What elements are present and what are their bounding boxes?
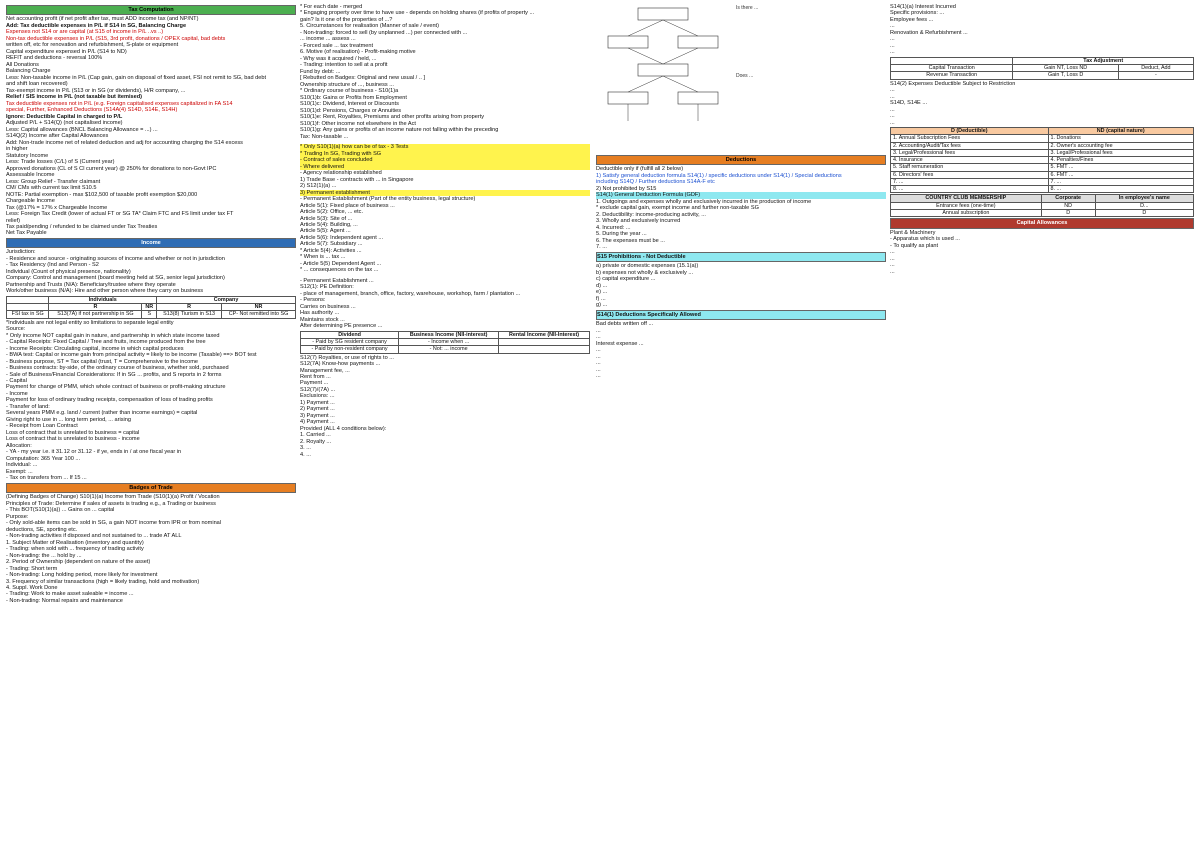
- text-line: special, Further, Enhanced Deductions (S14A(4) S14D, S14E, S14H): [6, 107, 178, 114]
- d-cell: 3. Legal/Professional fees: [891, 149, 1049, 156]
- d-cell: 5. Staff remuneration: [891, 164, 1049, 171]
- column-allowances: [890, 4, 1194, 844]
- text-line: Interest expense ...: [596, 340, 644, 347]
- text-line: S14(1)(a) Interest Incurred: [890, 4, 956, 10]
- text-line: - Tax on transfers from ... If 15 ...: [6, 475, 87, 482]
- text-line: e) ...: [596, 289, 608, 296]
- text-line: - Non-trading: Long holding period, more likely for investment: [6, 572, 158, 579]
- text-line: * For each date - merged: [300, 4, 363, 10]
- text-line: ...: [596, 373, 601, 380]
- territorial-tests-lines: [300, 144, 590, 274]
- dividend-cell: - Income when ...: [399, 339, 499, 346]
- text-line: gain? Is it one of the properties of ...?: [300, 16, 393, 23]
- text-line: Partnership and Trusts (N/A): Beneficiary/trustee where they operate: [6, 281, 176, 288]
- text-line: ...: [890, 249, 895, 256]
- text-line: ...: [890, 23, 895, 30]
- text-line: Tax (@17% = 17% x Chargeable Income: [6, 204, 108, 211]
- text-line: * Engaging property over time to have use - depends on holding shares (if profits of property ...: [300, 10, 535, 17]
- royalty-lines: [300, 355, 590, 459]
- restriction-lines: [890, 81, 1194, 126]
- d-cell: 7. ...: [1048, 178, 1193, 185]
- text-line: Rent from ...: [300, 373, 331, 380]
- residency-col: NR: [142, 304, 157, 311]
- badges-of-trade-header: Badges of Trade: [6, 483, 296, 493]
- text-line: Bad debts written off ...: [596, 321, 654, 328]
- text-line: S14Q(2) Income after Capital Allowances: [6, 133, 109, 140]
- cc-cell: Entrance fees (one-time): [891, 202, 1042, 209]
- cc-cell: ND: [1041, 202, 1095, 209]
- tax-adjustment-table: [890, 57, 1194, 80]
- text-line: written off, etc for renovation and refurbishment, S-plate or equipment: [6, 42, 179, 49]
- text-line: 4) Payment ...: [300, 419, 335, 426]
- adj-cell: Capital Transaction: [891, 65, 1013, 72]
- text-line: relief): [6, 217, 20, 224]
- text-line: Net Tax Payable: [6, 230, 47, 237]
- text-line: - Article 5(5) Dependent Agent ...: [300, 260, 382, 267]
- text-line: S12(7) Royalties, or use of rights to ...: [300, 354, 394, 361]
- adj-cell: Deduct, Add: [1118, 65, 1193, 72]
- country-club-table: [890, 194, 1194, 217]
- text-line: Carries on business ...: [300, 303, 356, 310]
- text-line: * Trading In SG, Trading with SG: [300, 151, 590, 157]
- text-line: Statutory Income: [6, 152, 49, 159]
- column-sources: [300, 4, 590, 844]
- text-line: Assessable Income: [6, 172, 55, 179]
- dividend-cell: [499, 346, 590, 353]
- text-line: g) ...: [596, 302, 608, 309]
- text-line: Relief / SIS income in P/L (not taxable but itemised): [6, 94, 143, 101]
- text-line: 3) Payment ...: [300, 412, 335, 419]
- dividend-table: [300, 331, 590, 354]
- text-line: - Apparatus which is used ...: [890, 236, 960, 243]
- adj-cell: Gain T, Loss D: [1013, 72, 1118, 79]
- text-line: - YA - my year i.e. it 31.12 or 31.12 - if ye, ends in / at one fiscal year in: [6, 449, 182, 456]
- text-line: in higher: [6, 146, 28, 153]
- residency-col: NR: [222, 304, 296, 311]
- text-line: - Agency relationship established: [300, 170, 382, 177]
- text-line: CM/ CMs with current tax limit S10.5: [6, 185, 97, 192]
- text-line: Article 5(4): Building, ...: [300, 221, 358, 228]
- text-line: Renovation & Refurbishment ...: [890, 29, 968, 36]
- text-line: Article 5(7): Subsidiary ...: [300, 241, 363, 248]
- text-line: - Contract of sales concluded: [300, 157, 590, 163]
- residency-table-corner: [7, 296, 49, 303]
- text-line: 2) S12(1)(a) ...: [300, 183, 337, 190]
- text-line: Maintains stock ...: [300, 316, 345, 323]
- d-cell: 7. ...: [891, 178, 1049, 185]
- text-line: f) ...: [596, 295, 606, 302]
- text-line: - Capital Receipts: Fixed Capital / Tree and fruits, income produced from the tree: [6, 339, 206, 346]
- text-line: Add: Non-trade income net of related deduction and adj for accounting charging the S14 excess: [6, 139, 243, 146]
- text-line: ...: [890, 113, 895, 120]
- text-line: S14(2) Expenses Deductible Subject to Restriction: [890, 80, 1016, 87]
- text-line: NOTE: Partial exemption - max $102,500 of taxable profit exemption $20,000: [6, 191, 198, 198]
- text-line: - place of management, branch, office, factory, warehouse, workshop, farm / plantation ...: [300, 290, 521, 297]
- text-line: Article 5(2): Office, ... etc.: [300, 209, 364, 216]
- text-line: Less: Group Relief - Transfer claimant: [6, 178, 101, 185]
- text-line: Chargeable Income: [6, 198, 55, 205]
- s14d-lines: [596, 321, 886, 379]
- text-line: Payment for change of PMM, which whole contract of business or profit-making structure: [6, 384, 226, 391]
- text-line: - Trading: when sold with ... frequency of trading activity: [6, 546, 144, 553]
- cc-head: COUNTRY CLUB MEMBERSHIP: [891, 195, 1042, 202]
- text-line: 1) Satisfy general deduction formula S14(1) / specific deductions under S14(1) / Special deductions: [596, 172, 842, 179]
- d-cell: 2. Accounting/Audit/Tax fees: [891, 142, 1049, 149]
- text-line: * When is ... tax ...: [300, 254, 346, 261]
- deduction-lines: [596, 166, 886, 218]
- cc-head: In employee's name: [1095, 195, 1193, 202]
- text-line: - Trading: Work to make asset saleable = income ...: [6, 591, 134, 598]
- tax-computation-lines: [6, 16, 296, 236]
- d-cell: 2. Owner's accounting fee: [1048, 142, 1193, 149]
- text-line: 3. Frequency of similar transactions (high = likely trading, hold and motivation): [6, 578, 200, 585]
- text-line: - Tax Residency (Ind and Person - S2: [6, 262, 99, 269]
- text-line: ...: [596, 353, 601, 360]
- text-line: Payment for loss of ordinary trading receipts, compensation of loss of trading profits: [6, 397, 213, 404]
- text-line: ...: [890, 49, 895, 56]
- income-header: Income: [6, 238, 296, 248]
- d-cell: 6. Directors' fees: [891, 171, 1049, 178]
- d-cell: 5. FMT ...: [1048, 164, 1193, 171]
- text-line: 2) Not prohibited by S15: [596, 185, 657, 192]
- text-line: Less: Foreign Tax Credit (lower of actual FT or SG TA* Claim FTC and FS limit under tax FT: [6, 211, 234, 218]
- text-line: *Individuals are not legal entity so limitations to separate legal entity: [6, 319, 174, 326]
- text-line: Company: Control and management (board meeting held at SG, senior legal jurisdiction): [6, 275, 225, 282]
- text-line: Allocation:: [6, 442, 32, 449]
- text-line: 6. Motive (of realisation) - Profit-making motive: [300, 49, 416, 56]
- adj-head: [891, 57, 1013, 64]
- text-line: ...: [890, 87, 895, 94]
- badges-continued-lines: [300, 4, 590, 140]
- text-line: [ Rebutted on Badges: Original and new usual / .. ]: [300, 75, 426, 82]
- text-line: ...: [890, 119, 895, 126]
- text-line: (Defining Badges of Change) S10(1)(a) Income from Trade (S10(1)(a) Profit / Vocation: [6, 494, 220, 501]
- residency-group-company: Company: [157, 296, 296, 303]
- tax-computation-header: Tax Computation: [6, 5, 296, 15]
- text-line: S10(1)d: Pensions, Charges or Annuities: [300, 107, 402, 114]
- d-cell: 4. Insurance: [891, 157, 1049, 164]
- text-line: Deductible only if (fulfill all 2 below): [596, 166, 684, 173]
- d-cell: 8. ...: [1048, 186, 1193, 193]
- text-line: After determining PE presence ...: [300, 323, 383, 330]
- deductible-table: [890, 127, 1194, 193]
- residency-col: R: [157, 304, 222, 311]
- text-line: ... income ... assess ...: [300, 36, 356, 43]
- dividend-table-head: Dividend: [301, 331, 399, 338]
- dividend-cell: - Paid by SG resident company: [301, 339, 399, 346]
- diagram-note: Is there ...: [736, 5, 759, 11]
- text-line: ...: [890, 268, 895, 275]
- income-lines: [6, 249, 296, 294]
- column-deductions: [596, 4, 886, 844]
- s15-header: S15 Prohibitions - Not Deductible: [596, 252, 886, 262]
- d-cell: 1. Annual Subscription Fees: [891, 135, 1049, 142]
- residency-table: [6, 296, 296, 319]
- text-line: S14(1) General Deduction Formula (GDF): [596, 192, 886, 198]
- text-line: - Non-trading: forced to sell (by unplanned ...) per connected with ...: [300, 29, 468, 36]
- text-line: Principles of Trade: Determine if sales of assets is trading e.g., a Trading or business: [6, 500, 216, 507]
- text-line: Less: Non-taxable income in P/L (Cap gain, gain on disposal of fixed asset, FSI not remit to SG, bad debt: [6, 74, 267, 81]
- text-line: Tax deductible expenses not in P/L (e.g. Foreign capitalised expenses capitalized in FA S14: [6, 100, 233, 107]
- text-line: Non-tax deductible expenses in P/L (S15, 3rd profit, donations / OPEX capital, bad debts: [6, 35, 226, 42]
- text-line: * Only S10(1)(a) how can be of tax - 3 Tests: [300, 144, 590, 150]
- d-cell: 3. Legal/Professional fees: [1048, 149, 1193, 156]
- text-line: - Why was it acquired / held, ...: [300, 55, 377, 62]
- text-line: All Donations: [6, 61, 39, 68]
- text-line: S12(7A) Know-how payments ...: [300, 361, 381, 368]
- text-line: Article 5(6): Independent agent ...: [300, 234, 384, 241]
- residency-row-label: FSI tax in SG: [7, 311, 49, 318]
- residency-group-individuals: Individuals: [49, 296, 157, 303]
- text-line: * Only income NOT capital gain in nature, and partnership in which state income taxed: [6, 332, 220, 339]
- text-line: Fund by debt: ...: [300, 68, 341, 75]
- text-line: ...: [890, 36, 895, 43]
- text-line: - Income: [6, 390, 28, 397]
- d-head: D (Deductible): [891, 128, 1049, 135]
- text-line: 1. Outgoings and expenses wholly and exclusively incurred in the production of income: [596, 198, 812, 205]
- adj-cell: Revenue Transaction: [891, 72, 1013, 79]
- text-line: - Capital: [6, 377, 27, 384]
- income-source-lines: [6, 320, 296, 482]
- text-line: - Only sold-able items can be sold in SG, a gain NOT income from IPR or from nominal: [6, 520, 222, 527]
- adj-cell: -: [1118, 72, 1193, 79]
- diagram-note: Does ...: [736, 73, 754, 79]
- text-line: - Forced sale ... tax treatment: [300, 42, 374, 49]
- text-line: Exempt: ...: [6, 468, 33, 475]
- text-line: - Sale of Business/Financial Considerations: If in SG ... profits, and S reports in 2 forms: [6, 371, 222, 378]
- text-line: 5. Circumstances for realisation (Manner of sale / event): [300, 23, 439, 30]
- residency-cell: S: [142, 311, 157, 318]
- dividend-table-head: Rental Income (NII-Interest): [499, 331, 590, 338]
- specific-deduction-lines: [890, 4, 1194, 56]
- text-line: - Business contracts: by-side, of the ordinary course of business, whether sold, purchased: [6, 365, 229, 372]
- text-line: d) ...: [596, 282, 608, 289]
- text-line: - Non-trading: the ... hold by ...: [6, 552, 82, 559]
- text-line: Article 5(3): Site of ...: [300, 215, 353, 222]
- text-line: - Transfer of land:: [6, 403, 50, 410]
- text-line: Approved donations (CL of S Cl current year) @ 250% for donations to non-Govt IPC: [6, 165, 217, 172]
- text-line: - Persons:: [300, 297, 326, 304]
- text-line: - Trading: intention to sell at a profit: [300, 62, 388, 69]
- s15-lines: [596, 263, 886, 308]
- text-line: - Residence and source - originating sources of income and whether or not in jurisdiction: [6, 255, 225, 262]
- text-line: Jurisdiction:: [6, 249, 36, 256]
- text-line: Net accounting profit (if net profit after tax, must ADD income tax (and NP/NT): [6, 16, 199, 23]
- adj-cell: Gain NT, Loss ND: [1013, 65, 1118, 72]
- text-line: 3) Permanent establishment: [300, 190, 590, 196]
- text-line: - To qualify as plant: [890, 242, 939, 249]
- text-line: REFIT and deductions - reversal 100%: [6, 55, 103, 62]
- text-line: - Non-trading: Normal repairs and maintenance: [6, 597, 123, 604]
- text-line: Loss of contract that is unrelated to business - income: [6, 436, 140, 443]
- flow-diagram-area: [596, 4, 886, 154]
- text-line: Individual: ...: [6, 462, 38, 469]
- text-line: Computation: 365 Year 100 ...: [6, 455, 81, 462]
- text-line: c) capital expenditure ...: [596, 276, 656, 283]
- residency-cell: S13(7A) if not partnership in SG: [49, 311, 142, 318]
- dividend-cell: - Not: ... income: [399, 346, 499, 353]
- text-line: 1. Carried ...: [300, 432, 331, 439]
- text-line: Capital expenditure expensed in P/L (S14 to ND): [6, 48, 127, 55]
- text-line: Add: Tax deductible expenses in P/L if S14 in SG, Balancing Charge: [6, 22, 187, 29]
- text-line: Article 5(5): Agent ...: [300, 228, 351, 235]
- cc-cell: D: [1095, 209, 1193, 216]
- text-line: Several years PMM e.g. land / current (rather than income earnings) = capital: [6, 410, 198, 417]
- text-line: * ... consequences on the tax ...: [300, 267, 379, 274]
- text-line: ...: [596, 360, 601, 367]
- text-line: ...: [890, 42, 895, 49]
- text-line: S10(1)c: Dividend, Interest or Discounts: [300, 101, 399, 108]
- text-line: Exclusions: ...: [300, 393, 335, 400]
- text-line: ...: [596, 366, 601, 373]
- text-line: ...: [890, 262, 895, 269]
- text-line: - Receipt from Loan Contract: [6, 423, 78, 430]
- text-line: Payment ...: [300, 380, 329, 387]
- text-line: Less: Trade losses (C/L) of S (Current year): [6, 159, 115, 166]
- text-line: - Permanent Establishment (Part of the entity business, legal structure): [300, 196, 476, 203]
- text-line: 7. ...: [596, 244, 607, 251]
- text-line: Tax: Non-taxable ...: [300, 133, 349, 140]
- text-line: Provided (ALL 4 conditions below):: [300, 425, 387, 432]
- residency-cell: S13(8) Tiurism in S13: [157, 311, 222, 318]
- d-cell: 8. ...: [891, 186, 1049, 193]
- d-cell: 1. Donations: [1048, 135, 1193, 142]
- column-tax-income: [6, 4, 296, 844]
- text-line: 2. Deductibility: income-producing activity, ...: [596, 211, 706, 218]
- text-line: 3. Wholly and exclusively incurred: [596, 218, 681, 225]
- text-line: 1) Trade Base - contracts with ... in Singapore: [300, 176, 414, 183]
- text-line: - BWA test: Capital or income gain from principal activity = likely to be income (Taxable) ==> BOT test: [6, 352, 257, 359]
- text-line: * Article 5(4): Activities ...: [300, 247, 362, 254]
- text-line: 6. The expenses must be ...: [596, 237, 665, 244]
- text-line: S14D, S14E ...: [890, 100, 928, 107]
- text-line: 5. During the year ...: [596, 231, 647, 238]
- text-line: Loss of contract that is unrelated to business = capital: [6, 429, 140, 436]
- text-line: Work/other business (N/A): Hire and other person where they carry on business: [6, 288, 204, 295]
- text-line: ...: [890, 93, 895, 100]
- dividend-cell: - Paid by non-resident company: [301, 346, 399, 353]
- text-line: ...: [596, 334, 601, 341]
- adj-head: Tax Adjustment: [1013, 57, 1194, 64]
- text-line: 4. ...: [300, 451, 311, 458]
- residency-cell: CP- Not remitted into SG: [222, 311, 296, 318]
- text-line: deductions, SE, sporting etc.: [6, 526, 78, 533]
- d-cell: 6. FMT ...: [1048, 171, 1193, 178]
- deductions-header: Deductions: [596, 155, 886, 165]
- residency-col: R: [49, 304, 142, 311]
- text-line: Specific provisions: ...: [890, 10, 945, 17]
- text-line: Tax paid/pending / refunded to be claimed under Tax Treaties: [6, 223, 158, 230]
- text-line: including S14Q / Further deductions S14A-F etc: [596, 179, 715, 186]
- text-line: - Non-trading activities if disposed and not sustained to ... trade AT ALL: [6, 533, 182, 540]
- cc-cell: D...: [1095, 202, 1193, 209]
- dividend-table-head: Business Income (NII-interest): [399, 331, 499, 338]
- text-line: 1. Subject Matter of Realisation (inventory and quantity): [6, 539, 144, 546]
- d-head: ND (capital nature): [1048, 128, 1193, 135]
- text-line: - Where delivered: [300, 164, 590, 170]
- text-line: ...: [890, 106, 895, 113]
- cc-cell: D: [1041, 209, 1095, 216]
- text-line: Purpose:: [6, 513, 29, 520]
- text-line: 3. ...: [300, 445, 311, 452]
- text-line: a) private or domestic expenses (15.1(a)): [596, 263, 699, 270]
- dividend-cell: [499, 339, 590, 346]
- text-line: Plant & Machinery: [890, 229, 936, 236]
- text-line: Tax-exempt income in P/L (S13 or in SG (or dividends), H/R company, ...: [6, 87, 186, 94]
- text-line: ...: [890, 255, 895, 262]
- s14d-header: S14(1) Deductions Specifically Allowed: [596, 310, 886, 320]
- text-line: Balancing Charge: [6, 68, 51, 75]
- text-line: Management fee, ...: [300, 367, 350, 374]
- text-line: 2) Payment ...: [300, 406, 335, 413]
- text-line: Ignore: Deductible Capital in charged to P/L: [6, 113, 123, 120]
- text-line: S10(1)e: Rent, Royalties, Premiums and other profits arising from property: [300, 114, 485, 121]
- text-line: Giving right to use in ... long term period, ... arising: [6, 416, 131, 423]
- text-line: b) expenses not wholly & exclusively ...: [596, 269, 694, 276]
- text-line: 2. Period of Ownership (dependent on nature of the asset): [6, 559, 151, 566]
- text-line: Less: Capital allowances (BNCL Balancing Allowance = ...) ...: [6, 126, 158, 133]
- deduction-lines-2: [596, 218, 886, 250]
- text-line: * exclude capital gain, exempt income and further non-taxable SG: [596, 205, 759, 212]
- cc-cell: Annual subscription: [891, 209, 1042, 216]
- text-line: Source:: [6, 326, 26, 333]
- text-line: S12(1): PE Definition:: [300, 284, 354, 291]
- text-line: Article 5(1): Fixed place of business ...: [300, 202, 395, 209]
- text-line: Employee fees ...: [890, 16, 934, 23]
- text-line: - This BOT(S10(1)(a)) ... Gains on ... capital: [6, 507, 115, 514]
- text-line: Ownership structure of ..., business ...: [300, 81, 394, 88]
- text-line: ...: [596, 327, 601, 334]
- text-line: Has authority ...: [300, 310, 340, 317]
- text-line: S10(1)b: Gains or Profits from Employment: [300, 94, 407, 101]
- cc-head: Corporate: [1041, 195, 1095, 202]
- badges-of-trade-lines: [6, 494, 296, 604]
- text-line: S10(1)g: Any gains or profits of an income nature not falling within the preceding: [300, 127, 499, 134]
- text-line: - Permanent Establishment ...: [300, 277, 374, 284]
- text-line: * Ordinary course of business - S10(1)a: [300, 88, 399, 95]
- permanent-establishment-lines: [300, 278, 590, 330]
- flowchart-diagram: [598, 6, 728, 126]
- capital-allowance-lines: [890, 230, 1194, 275]
- text-line: - Income Receipts: Circulating capital, income in which capital produces: [6, 345, 184, 352]
- text-line: Individual (Count of physical presence, nationality): [6, 268, 131, 275]
- text-line: 4. Suppl. Work Done: [6, 585, 58, 591]
- text-line: 4. Incurred: ...: [596, 224, 631, 231]
- text-line: S12(7)/(7A) ...: [300, 386, 336, 393]
- text-line: - Trading: Short term: [6, 565, 58, 572]
- text-line: and shift loan recovered): [6, 81, 68, 88]
- residency-table-corner: [7, 304, 49, 311]
- d-cell: 4. Penalties/Fines: [1048, 157, 1193, 164]
- text-line: 1) Payment ...: [300, 399, 335, 406]
- text-line: 2. Royalty ...: [300, 438, 332, 445]
- text-line: - Business purpose, ST = Tax capital (trust, T = Comprehensive to the income: [6, 358, 199, 365]
- text-line: S10(1)f: Other income not elsewhere in the Act: [300, 120, 416, 127]
- text-line: ...: [596, 347, 601, 354]
- capital-allowances-header: Capital Allowances: [890, 218, 1194, 228]
- text-line: Adjusted P/L + S14(Q) (not capitalised income): [6, 120, 123, 127]
- text-line: Expenses not S14 or are capital (at S15 of income in P/L ..vs ..): [6, 29, 164, 36]
